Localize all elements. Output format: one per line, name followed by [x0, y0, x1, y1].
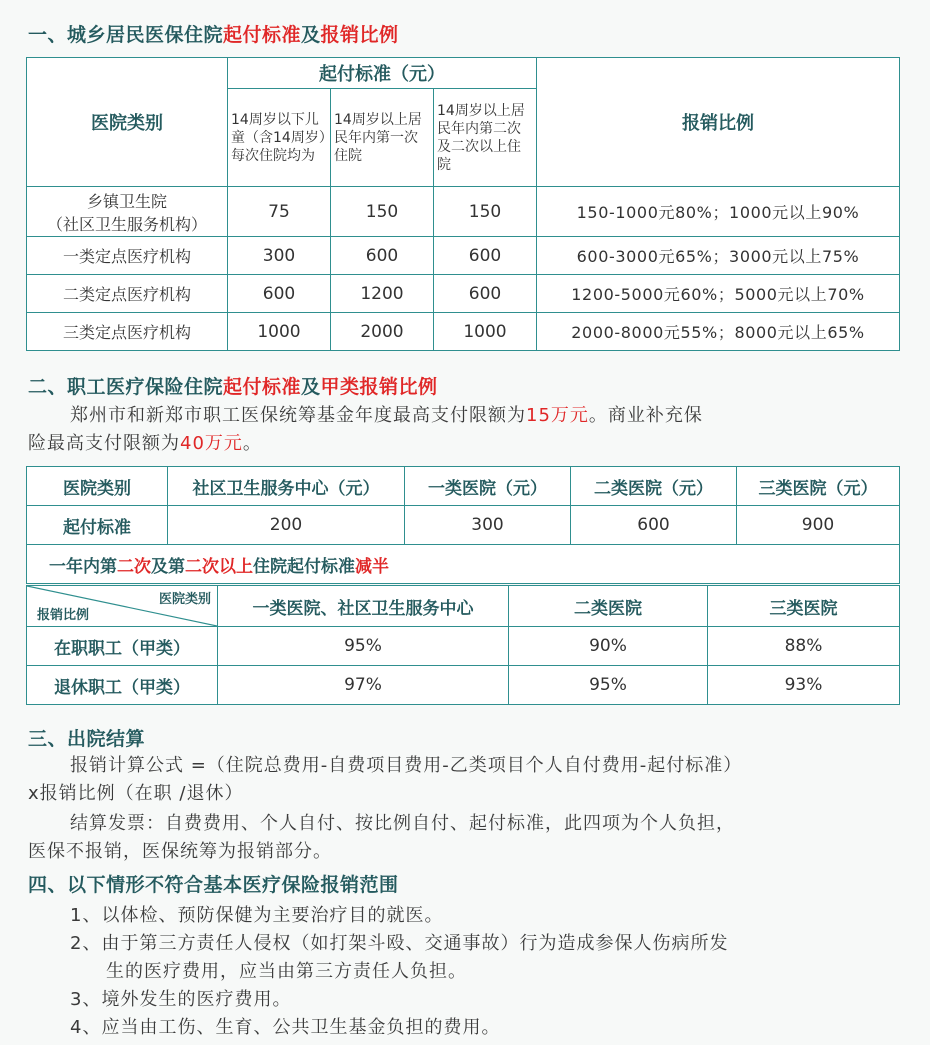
- col-community-header: 社区卫生服务中心（元）: [168, 467, 405, 506]
- group3-header: 三类医院: [708, 586, 900, 627]
- settlement-line: 医保不报销，医保统筹为报销部分。: [28, 841, 332, 862]
- banner-text: 一年内第: [49, 556, 117, 577]
- threshold-class2: 600: [571, 506, 737, 545]
- hospital-name: 三类定点医疗机构: [27, 313, 228, 351]
- exclusion-item-cont: 生的医疗费用，应当由第三方责任人负担。: [106, 961, 467, 982]
- banner-highlight: 减半: [355, 556, 389, 577]
- exclusion-item: 3、境外发生的医疗费用。: [70, 989, 292, 1010]
- threshold-label: 起付标准: [27, 506, 168, 545]
- reimbursement-ratio: 2000-8000元55%；8000元以上65%: [537, 313, 900, 351]
- reimbursement-ratio-table: [26, 585, 900, 705]
- halving-banner: [27, 545, 900, 584]
- threshold-children: 600: [228, 275, 331, 313]
- banner-text: 住院起付标准: [253, 556, 355, 577]
- section3-title: 三、出院结算: [28, 728, 146, 750]
- hospital-name: [27, 187, 228, 237]
- hospital-name-line: （社区卫生服务机构）: [46, 214, 207, 234]
- section1-title-part: 一、城乡居民医保住院: [28, 24, 224, 46]
- retired-ratio: 97%: [218, 666, 509, 705]
- hospital-name: 一类定点医疗机构: [27, 237, 228, 275]
- employee-insurance-table: [26, 466, 900, 584]
- col-ratio-header: 报销比例: [537, 58, 900, 187]
- table-row: [27, 313, 900, 351]
- retired-ratio: 93%: [708, 666, 900, 705]
- banner-text: 及第: [151, 556, 185, 577]
- threshold-second: 1000: [434, 313, 537, 351]
- text-part: 险最高支付限额为: [28, 433, 180, 454]
- reimbursement-ratio: 600-3000元65%；3000元以上75%: [537, 237, 900, 275]
- threshold-children: 300: [228, 237, 331, 275]
- threshold-community: 200: [168, 506, 405, 545]
- section2-title-highlight: 甲类报销比例: [320, 376, 438, 398]
- group2-header: 二类医院: [509, 586, 708, 627]
- threshold-first: 2000: [331, 313, 434, 351]
- section1-title-highlight: 报销比例: [320, 24, 399, 46]
- table-row: [27, 627, 900, 666]
- banner-highlight: 二次以上: [185, 556, 253, 577]
- payment-limit-paragraph-cont: [28, 430, 262, 458]
- employed-ratio: 90%: [509, 627, 708, 666]
- resident-insurance-table: [26, 57, 900, 351]
- diagonal-bottom-label: 报销比例: [37, 608, 90, 623]
- text-part: 。商业补充保: [588, 405, 703, 426]
- section1-title-part: 及: [301, 24, 321, 46]
- text-part: 郑州市和新郑市职工医保统筹基金年度最高支付限额为: [70, 405, 526, 426]
- retired-ratio: 95%: [509, 666, 708, 705]
- hospital-name-line: 乡镇卫生院: [86, 191, 167, 211]
- col-class3-header: 三类医院（元）: [737, 467, 900, 506]
- employed-ratio: 88%: [708, 627, 900, 666]
- employed-label: 在职职工（甲类）: [27, 627, 218, 666]
- table-row: [27, 187, 900, 237]
- table-row: [27, 237, 900, 275]
- hospital-name: 二类定点医疗机构: [27, 275, 228, 313]
- formula-line: 报销计算公式 =（住院总费用-自费项目费用-乙类项目个人自付费用-起付标准）: [70, 755, 743, 776]
- threshold-second: 600: [434, 237, 537, 275]
- formula-line: x报销比例（在职 /退休）: [28, 783, 244, 804]
- col-threshold-header: 起付标准（元）: [228, 58, 537, 89]
- payment-limit-paragraph: [70, 402, 703, 430]
- threshold-first: 150: [331, 187, 434, 237]
- section2-title-part: 及: [301, 376, 321, 398]
- col-category-header: 医院类别: [27, 467, 168, 506]
- col-class1-header: 一类医院（元）: [405, 467, 571, 506]
- section2-title-part: 二、职工医疗保险住院: [28, 376, 224, 398]
- diagonal-header-cell: [27, 586, 218, 627]
- sub-header-first-stay: 14周岁以上居民年内第一次住院: [331, 89, 434, 187]
- threshold-first: 1200: [331, 275, 434, 313]
- highlight-amount: 15万元: [526, 405, 589, 426]
- reimbursement-ratio: 150-1000元80%；1000元以上90%: [537, 187, 900, 237]
- exclusion-item: 2、由于第三方责任人侵权（如打架斗殴、交通事故）行为造成参保人伤病所发: [70, 933, 729, 954]
- table-row: [27, 506, 900, 545]
- highlight-amount: 40万元: [180, 433, 243, 454]
- sub-header-second-stay: 14周岁以上居民年内第二次及二次以上住院: [434, 89, 537, 187]
- threshold-first: 600: [331, 237, 434, 275]
- col-hospital-header: 医院类别: [27, 58, 228, 187]
- table-row: [27, 666, 900, 705]
- threshold-children: 1000: [228, 313, 331, 351]
- section2-title: [28, 372, 438, 399]
- section1-title: [28, 20, 399, 47]
- section4-title: 四、以下情形不符合基本医疗保险报销范围: [28, 874, 399, 896]
- section1-title-highlight: 起付标准: [223, 24, 302, 46]
- threshold-class1: 300: [405, 506, 571, 545]
- col-class2-header: 二类医院（元）: [571, 467, 737, 506]
- sub-header-children: 14周岁以下儿童（含14周岁）每次住院均为: [228, 89, 331, 187]
- threshold-second: 150: [434, 187, 537, 237]
- diagonal-top-label: 医院类别: [158, 592, 211, 607]
- threshold-children: 75: [228, 187, 331, 237]
- group1-header: 一类医院、社区卫生服务中心: [218, 586, 509, 627]
- retired-label: 退休职工（甲类）: [27, 666, 218, 705]
- text-part: 。: [242, 433, 262, 454]
- threshold-second: 600: [434, 275, 537, 313]
- exclusion-item: 1、以体检、预防保健为主要治疗目的就医。: [70, 905, 444, 926]
- employed-ratio: 95%: [218, 627, 509, 666]
- banner-highlight: 二次: [117, 556, 151, 577]
- threshold-class3: 900: [737, 506, 900, 545]
- settlement-line: 结算发票：自费费用、个人自付、按比例自付、起付标准，此四项为个人负担，: [70, 813, 735, 834]
- reimbursement-ratio: 1200-5000元60%；5000元以上70%: [537, 275, 900, 313]
- section2-title-highlight: 起付标准: [223, 376, 302, 398]
- exclusion-item: 4、应当由工伤、生育、公共卫生基金负担的费用。: [70, 1017, 501, 1038]
- table-row: [27, 275, 900, 313]
